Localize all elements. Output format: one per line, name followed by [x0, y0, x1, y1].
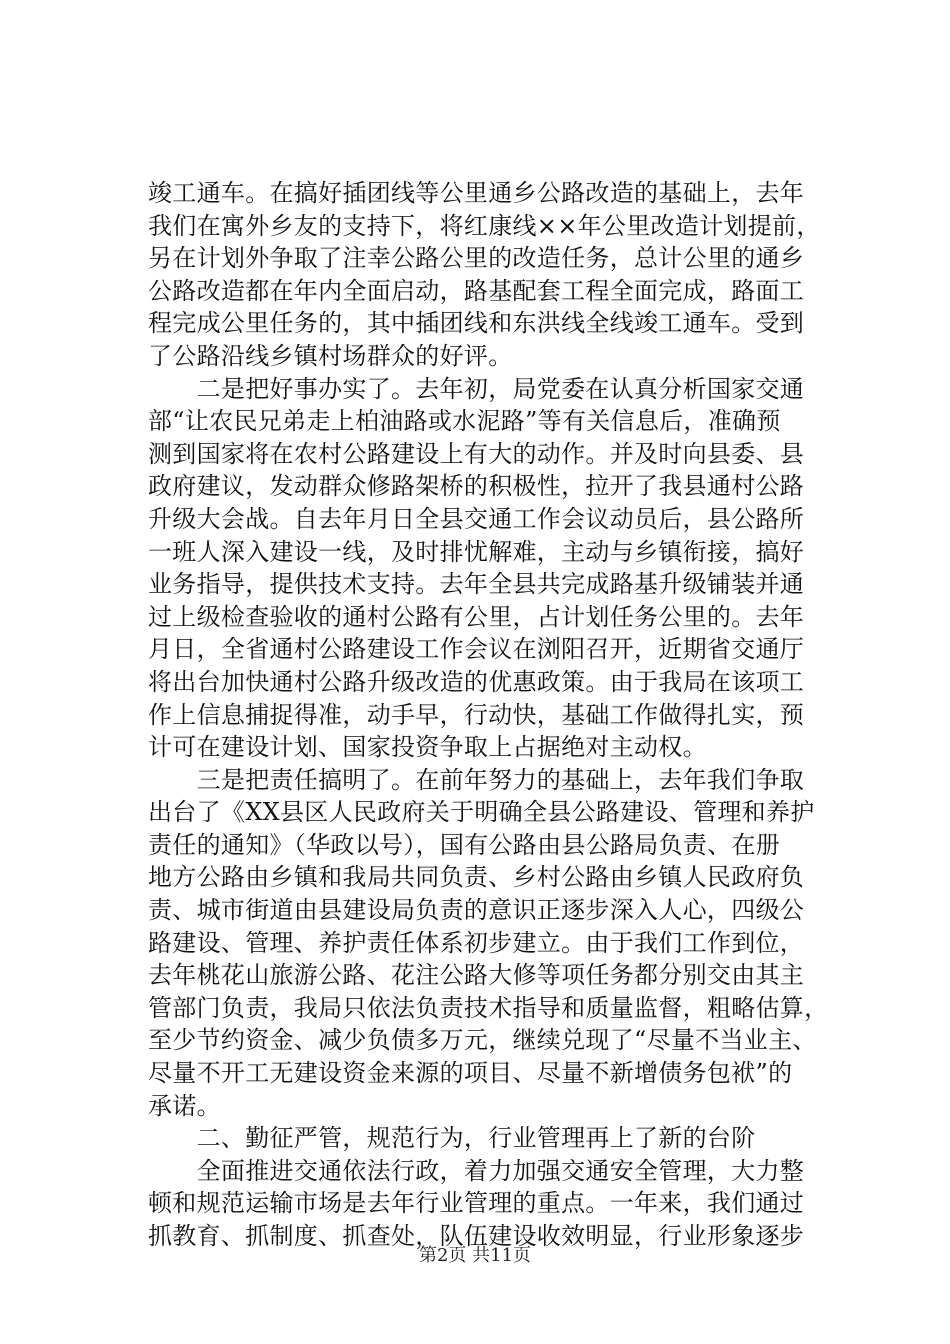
text-line: 竣工通车。在搞好插团线等公里通乡公路改造的基础上，去年	[148, 179, 805, 207]
text-line: 管部门负责，我局只依法负责技术指导和质量监督，粗略估算，	[148, 993, 829, 1022]
text-line: 过上级检查验收的通村公路有公里，占计划任务公里的。去年	[148, 602, 805, 631]
text-line: 我们在寓外乡友的支持下，将红康线××年公里改造计划提前，	[148, 211, 821, 240]
text-line: 公路改造都在年内全面启动，路基配套工程全面完成，路面工	[148, 276, 805, 305]
text-line: 将出台加快通村公路升级改造的优惠政策。由于我局在该项工	[148, 667, 805, 696]
text-line: 去年桃花山旅游公路、花注公路大修等项任务都分别交由其主	[148, 961, 805, 990]
body-text	[148, 177, 838, 1253]
text-line: 部“让农民兄弟走上柏油路或水泥路”等有关信息后，准确预	[148, 407, 781, 436]
text-line: 全面推进交通依法行政，着力加强交通安全管理，大力整	[148, 1156, 805, 1185]
text-line: 抓教育、抓制度、抓查处，队伍建设收效明显，行业形象逐步	[148, 1222, 805, 1250]
text-line: 作上信息捕捉得准，动手早，行动快，基础工作做得扎实，预	[148, 700, 805, 729]
text-line: 计可在建设计划、国家投资争取上占据绝对主动权。	[148, 733, 707, 762]
text-line: 业务指导，提供技术支持。去年全县共完成路基升级铺装并通	[148, 570, 805, 599]
text-line: 顿和规范运输市场是去年行业管理的重点。一年来，我们通过	[148, 1189, 805, 1218]
text-line: 升级大会战。自去年月日全县交通工作会议动员后，县公路所	[148, 504, 805, 533]
text-line: 责任的通知》（华政以号），国有公路由县公路局负责、在册	[148, 830, 781, 859]
text-line: 尽量不开工无建设资金来源的项目、尽量不新增债务包袱”的	[148, 1059, 793, 1088]
text-line: 责、城市街道由县建设局负责的意识正逐步深入人心，四级公	[148, 896, 805, 925]
text-line: 程完成公里任务的，其中插团线和东洪线全线竣工通车。受到	[148, 309, 805, 338]
text-line: 另在计划外争取了注幸公路公里的改造任务，总计公里的通乡	[148, 244, 805, 273]
text-line: 二、勤征严管，规范行为，行业管理再上了新的台阶	[148, 1124, 756, 1153]
text-line: 一班人深入建设一线，及时排忧解难，主动与乡镇衔接，搞好	[148, 537, 805, 566]
text-line: 出台了《XX县区人民政府关于明确全县公路建设、管理和养护	[148, 798, 815, 827]
text-line: 二是把好事办实了。去年初，局党委在认真分析国家交通	[148, 374, 805, 403]
text-line: 承诺。	[148, 1091, 221, 1120]
page-footer: 第2页 共11页	[418, 1245, 532, 1266]
text-line: 政府建议，发动群众修路架桥的积极性，拉开了我县通村公路	[148, 472, 805, 501]
text-line: 地方公路由乡镇和我局共同负责、乡村公路由乡镇人民政府负	[148, 863, 805, 892]
text-line: 月日，全省通村公路建设工作会议在浏阳召开，近期省交通厅	[148, 635, 805, 664]
text-line: 至少节约资金、减少负债多万元，继续兑现了“尽量不当业主、	[148, 1026, 817, 1055]
text-line: 路建设、管理、养护责任体系初步建立。由于我们工作到位，	[148, 928, 805, 957]
text-line: 了公路沿线乡镇村场群众的好评。	[148, 341, 513, 370]
text-line: 测到国家将在农村公路建设上有大的动作。并及时向县委、县	[148, 439, 805, 468]
text-line: 三是把责任搞明了。在前年努力的基础上，去年我们争取	[148, 765, 805, 794]
